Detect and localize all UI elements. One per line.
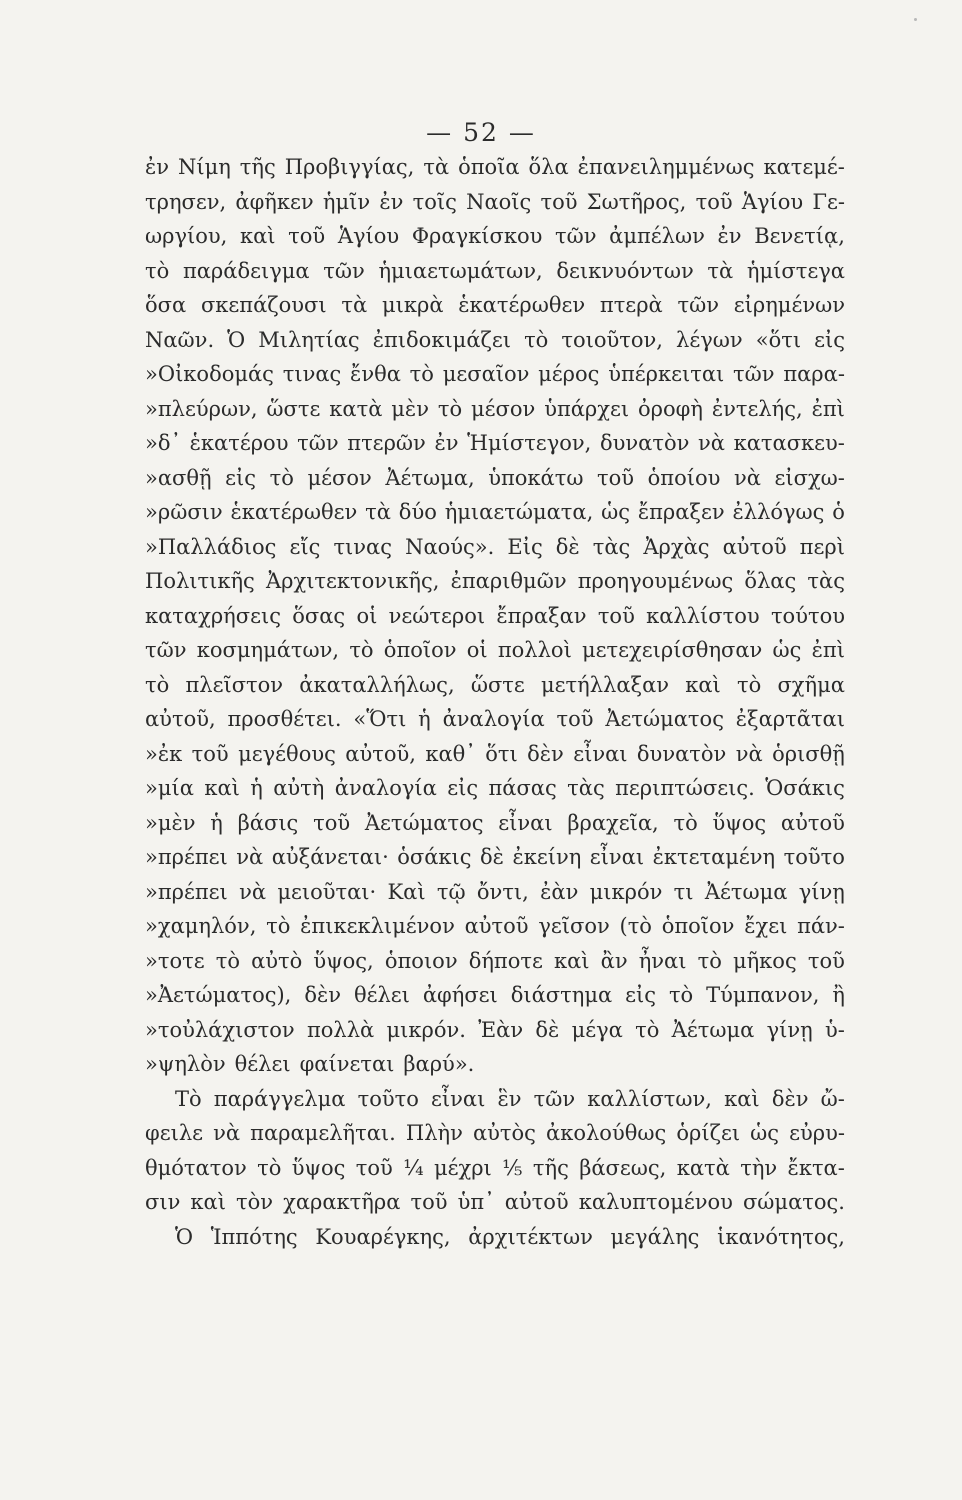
text-line: »τοτε τὸ αὐτὸ ὕψος, ὁποιον δήποτε καὶ ἂν ἦναι τὸ μῆκος τοῦ [145, 948, 845, 973]
text-line: Ναῶν. Ὁ Μιλητίας ἐπιδοκιμάζει τὸ τοιοῦτον, λέγων «ὅτι εἰς [145, 327, 845, 352]
text-line: »δ᾽ ἑκατέρου τῶν πτερῶν ἐν Ἡμίστεγον, δυνατὸν νὰ κατασκευ- [145, 431, 845, 455]
text-line: »πρέπει νὰ αὐξάνεται· ὁσάκις δὲ ἐκείνη εἶναι ἐκτεταμένη τοῦτο [145, 845, 845, 869]
paper-speck [914, 18, 917, 21]
text-line: Πολιτικῆς Ἀρχιτεκτονικῆς, ἐπαριθμῶν προηγουμένως ὅλας τὰς [145, 569, 845, 593]
text-line: »χαμηλόν, τὸ ἐπικεκλιμένον αὐτοῦ γεῖσον (τὸ ὁποῖον ἔχει πάν- [145, 914, 845, 938]
text-line: »ασθῇ εἰς τὸ μέσον Ἀέτωμα, ὑποκάτω τοῦ ὁποίου νὰ εἰσχω- [145, 465, 845, 490]
text-line: »μία καὶ ἡ αὐτὴ ἀναλογία εἰς πάσας τὰς περιπτώσεις. Ὁσάκις [145, 776, 845, 800]
text-line: καταχρήσεις ὅσας οἱ νεώτεροι ἔπραξαν τοῦ καλλίστου τούτου [145, 603, 845, 628]
page-number: — 52 — [426, 118, 536, 147]
text-line: »ρῶσιν ἑκατέρωθεν τὰ δύο ἡμιαετώματα, ὡς ἔπραξεν ἐλλόγως ὁ [145, 500, 845, 524]
text-line: τρησεν, ἀφῆκεν ἡμῖν ἐν τοῖς Ναοῖς τοῦ Σωτῆρος, τοῦ Ἁγίου Γε- [145, 189, 845, 214]
text-line: ὅσα σκεπάζουσι τὰ μικρὰ ἑκατέρωθεν πτερὰ τῶν εἰρημένων [145, 293, 845, 317]
text-line: »Παλλάδιος εἴς τινας Ναούς». Εἰς δὲ τὰς Ἀρχὰς αὐτοῦ περὶ [145, 534, 845, 559]
text-line: »Ἀετώματος), δὲν θέλει ἀφήσει διάστημα εἰς τὸ Τύμπανον, ἢ [145, 983, 845, 1007]
text-line: »ψηλὸν θέλει φαίνεται βαρύ». [145, 1052, 475, 1076]
text-line: Τὸ παράγγελμα τοῦτο εἶναι ἓν τῶν καλλίστων, καὶ δὲν ὤ- [175, 1086, 845, 1111]
text-line: »πλεύρων, ὥστε κατὰ μὲν τὸ μέσον ὑπάρχει ὀροφὴ ἐντελής, ἐπὶ [145, 396, 845, 421]
text-line: »ἐκ τοῦ μεγέθους αὐτοῦ, καθ᾽ ὅτι δὲν εἶναι δυνατὸν νὰ ὁρισθῇ [145, 741, 845, 766]
body-text [145, 150, 845, 1254]
text-line: τῶν κοσμημάτων, τὸ ὁποῖον οἱ πολλοὶ μετεχειρίσθησαν ὡς ἐπὶ [145, 638, 845, 662]
text-line: »μὲν ἡ βάσις τοῦ Ἀετώματος εἶναι βραχεῖα, τὸ ὕψος αὐτοῦ [145, 810, 845, 835]
text-line: ωργίου, καὶ τοῦ Ἁγίου Φραγκίσκου τῶν ἀμπέλων ἐν Βενετίᾳ, [145, 224, 845, 248]
text-line: »πρέπει νὰ μειοῦται· Καὶ τῷ ὄντι, ἐὰν μικρόν τι Ἀέτωμα γίνῃ [145, 879, 845, 904]
text-line: »τοὐλάχιστον πολλὰ μικρόν. Ἐὰν δὲ μέγα τὸ Ἀέτωμα γίνῃ ὑ- [145, 1017, 845, 1042]
text-line: τὸ πλεῖστον ἀκαταλλήλως, ὥστε μετήλλαξαν καὶ τὸ σχῆμα [145, 672, 845, 697]
text-line: Ὁ Ἱππότης Κουαρέγκης, ἀρχιτέκτων μεγάλης ἱκανότητος, [175, 1224, 845, 1249]
text-line: σιν καὶ τὸν χαρακτῆρα τοῦ ὑπ᾽ αὐτοῦ καλυπτομένου σώματος. [145, 1190, 845, 1214]
text-line: φειλε νὰ παραμελῆται. Πλὴν αὐτὸς ἀκολούθως ὁρίζει ὡς εὐρυ- [145, 1121, 845, 1145]
text-line: ἐν Νίμη τῆς Προβιγγίας, τὰ ὁποῖα ὅλα ἐπανειλημμένως κατεμέ- [145, 155, 845, 179]
text-line: »Οἰκοδομάς τινας ἔνθα τὸ μεσαῖον μέρος ὑπέρκειται τῶν παρα- [145, 362, 845, 386]
text-line: θμότατον τὸ ὕψος τοῦ ¼ μέχρι ⅕ τῆς βάσεως, κατὰ τὴν ἔκτα- [145, 1155, 845, 1180]
text-line: τὸ παράδειγμα τῶν ἡμιαετωμάτων, δεικνυόντων τὰ ἡμίστεγα [145, 258, 845, 283]
text-line: αὐτοῦ, προσθέτει. «Ὅτι ἡ ἀναλογία τοῦ Ἀετώματος ἐξαρτᾶται [145, 707, 845, 731]
